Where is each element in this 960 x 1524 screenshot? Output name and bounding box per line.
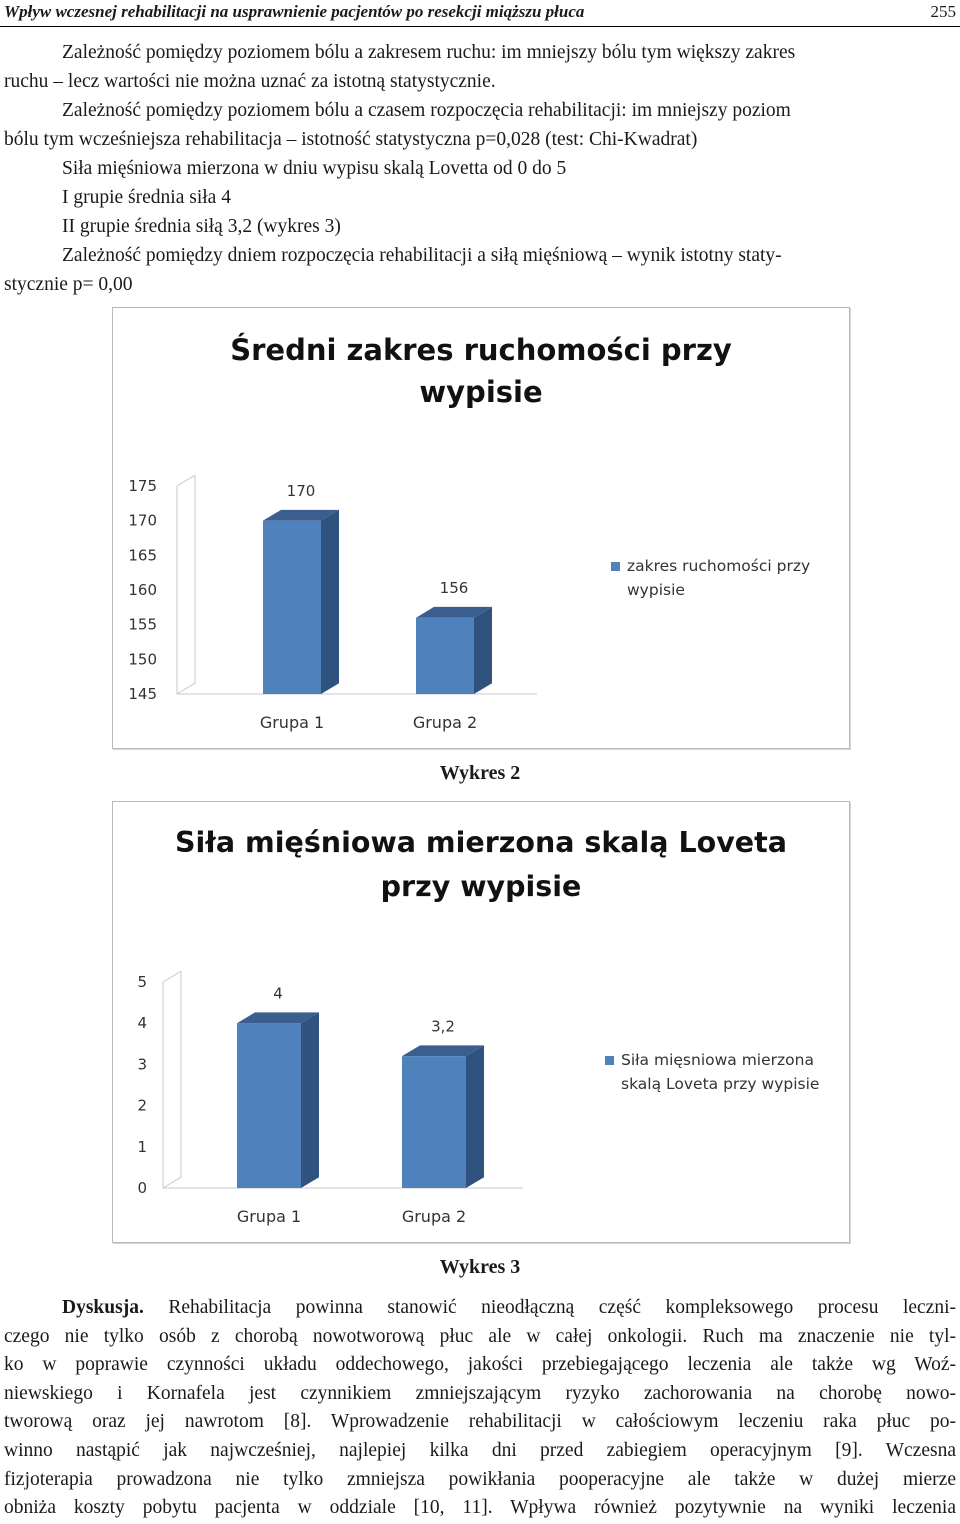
chart-wall-edge bbox=[163, 971, 181, 982]
data-label: 170 bbox=[286, 481, 316, 500]
discussion-first-line: Rehabilitacja powinna stanowić nieodłączną część kompleksowego procesu leczni- bbox=[143, 1297, 956, 1318]
y-tick-label: 165 bbox=[128, 546, 157, 565]
y-tick-label: 145 bbox=[128, 685, 157, 703]
discussion-line: winno nastąpić jak najwcześniej, najlepiej kilka dni przed zabiegiem operacyjnym [9]. Wczesna bbox=[4, 1439, 956, 1461]
bar-front bbox=[416, 618, 474, 694]
discussion-line: ko w poprawie czynności układu oddechowego, jakości przebiegającego leczenia ale także wg Woź- bbox=[4, 1354, 956, 1376]
y-tick-label: 1 bbox=[137, 1137, 147, 1156]
results-line: Zależność pomiędzy poziomem bólu a czasem rozpoczęcia rehabilitacji: im mniejszy poziom bbox=[62, 100, 791, 121]
category-label: Grupa 2 bbox=[412, 713, 478, 732]
results-line: II grupie średnia siłą 3,2 (wykres 3) bbox=[62, 216, 341, 237]
discussion-line: niewskiego i Kornafela jest czynnikiem zmniejszającym ryzyko zachorowania na chorobę nowo- bbox=[4, 1382, 956, 1404]
y-tick-label: 150 bbox=[128, 650, 157, 669]
results-line: Zależność pomiędzy dniem rozpoczęcia rehabilitacji a siłą mięśniową – wynik istotny staty- bbox=[62, 245, 782, 266]
chart-caption-2: Wykres 2 bbox=[439, 762, 521, 784]
results-line: bólu tym wcześniejsza rehabilitacja – istotność statystyczna p=0,028 (test: Chi-Kwadrat) bbox=[4, 129, 698, 150]
chart-floor-edge bbox=[177, 683, 195, 694]
data-label: 156 bbox=[439, 578, 469, 597]
results-line: Zależność pomiędzy poziomem bólu a zakresem ruchu: im mniejszy bólu tym większy zakres bbox=[62, 42, 796, 63]
y-tick-label: 170 bbox=[128, 511, 157, 530]
discussion-line: obniża koszty pobytu pacjenta w oddziale [10, 11]. Wpływa również pozytywnie na wyniki leczenia bbox=[4, 1497, 956, 1519]
discussion-line bbox=[4, 1294, 956, 1323]
bar-front bbox=[237, 1023, 301, 1188]
discussion-line: tworową oraz jej nawrotom [8]. Wprowadzenie rehabilitacji w całościowym leczeniu raka płuc po- bbox=[4, 1411, 956, 1433]
legend-swatch bbox=[611, 562, 620, 571]
discussion-line: fizjoterapia prowadzona nie tylko zmniejsza powikłania pooperacyjne ale także w dużej mierze bbox=[4, 1468, 956, 1490]
legend-label: zakres ruchomości przy bbox=[627, 557, 811, 575]
chart-wall-edge bbox=[177, 475, 195, 486]
y-tick-label: 175 bbox=[128, 477, 157, 495]
bar-side bbox=[321, 510, 339, 694]
discussion-text bbox=[4, 1294, 956, 1523]
chart-title: Siła mięśniowa mierzona skalą Loveta bbox=[175, 826, 787, 859]
discussion-line: czego nie tylko osób z chorobą nowotworową płuc ale w całej onkologii. Ruch ma znaczenie nie tyl- bbox=[4, 1325, 956, 1347]
legend-label: Siła mięsniowa mierzona bbox=[621, 1051, 814, 1069]
category-label: Grupa 1 bbox=[259, 713, 325, 732]
data-label: 4 bbox=[273, 984, 283, 1003]
results-line: stycznie p= 0,00 bbox=[4, 274, 133, 295]
results-line: I grupie średnia siła 4 bbox=[62, 187, 231, 208]
results-line: Siła mięśniowa mierzona w dniu wypisu skalą Lovetta od 0 do 5 bbox=[62, 158, 567, 179]
chart-title: przy wypisie bbox=[380, 870, 582, 903]
page-number: 255 bbox=[930, 2, 956, 21]
chart-floor-edge bbox=[163, 1177, 181, 1188]
data-label: 3,2 bbox=[431, 1017, 455, 1036]
y-tick-label: 155 bbox=[128, 615, 157, 634]
y-tick-label: 160 bbox=[128, 581, 157, 599]
chart-muscle-strength bbox=[112, 801, 850, 1243]
category-label: Grupa 1 bbox=[236, 1207, 302, 1226]
bar-front bbox=[263, 521, 321, 694]
legend-swatch bbox=[605, 1056, 614, 1065]
running-header bbox=[0, 0, 960, 27]
chart-caption-3: Wykres 3 bbox=[439, 1256, 521, 1278]
chart-title: wypisie bbox=[419, 375, 543, 409]
y-tick-label: 2 bbox=[137, 1096, 147, 1115]
category-label: Grupa 2 bbox=[401, 1207, 467, 1226]
legend-label: wypisie bbox=[627, 581, 685, 599]
bar-front bbox=[402, 1056, 466, 1188]
bar-side bbox=[466, 1045, 484, 1188]
y-tick-label: 3 bbox=[137, 1055, 147, 1074]
discussion-heading: Dyskusja. bbox=[62, 1297, 144, 1318]
running-title: Wpływ wczesnej rehabilitacji na usprawnienie pacjentów po resekcji miąższu płuca bbox=[4, 2, 585, 21]
y-tick-label: 5 bbox=[137, 973, 147, 991]
y-tick-label: 0 bbox=[137, 1179, 147, 1197]
chart-muscle-strength-svg bbox=[113, 802, 849, 1242]
chart-range-of-motion-svg bbox=[113, 308, 849, 748]
bar-side bbox=[301, 1012, 319, 1188]
results-line: ruchu – lecz wartości nie można uznać za istotną statystycznie. bbox=[4, 71, 496, 92]
legend-label: skalą Loveta przy wypisie bbox=[621, 1075, 820, 1093]
chart-range-of-motion bbox=[112, 307, 850, 749]
results-text bbox=[4, 38, 956, 299]
chart-title: Średni zakres ruchomości przy bbox=[230, 333, 732, 367]
y-tick-label: 4 bbox=[137, 1014, 147, 1033]
bar-side bbox=[474, 607, 492, 694]
